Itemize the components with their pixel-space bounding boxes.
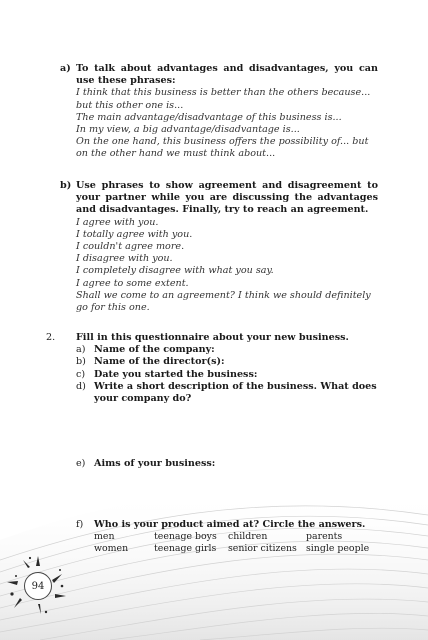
section-b-marker: b) <box>60 180 72 191</box>
item-marker: a) <box>76 344 86 356</box>
questionnaire-item-f <box>76 519 378 555</box>
section-b <box>60 180 378 314</box>
item-text: Name of the director(s): <box>94 356 225 368</box>
answer-option[interactable]: parents <box>306 531 343 543</box>
questionnaire-item-d <box>76 381 378 405</box>
phrase: I agree with you. <box>76 216 159 228</box>
item-text: Write a short description of the business. What does your company do? <box>94 380 377 405</box>
phrase: In my view, a big advantage/disadvantage is... <box>76 124 300 136</box>
item-marker: b) <box>76 356 86 368</box>
questionnaire-item-a <box>76 344 378 356</box>
item-text: Date you started the business: <box>94 368 258 380</box>
page-number: 94 <box>24 572 52 600</box>
answer-option[interactable]: women <box>94 543 129 555</box>
section-a-heading: To talk about advantages and disadvantages, you can use these phrases: <box>76 63 378 87</box>
phrase: I agree to some extent. <box>76 277 189 289</box>
question-2 <box>46 332 378 405</box>
question-2-heading: Fill in this questionnaire about your new business. <box>76 332 349 343</box>
answer-option[interactable]: children <box>228 531 268 543</box>
item-marker: f) <box>76 519 84 530</box>
phrase: I totally agree with you. <box>76 228 193 240</box>
questionnaire-item-e <box>76 458 376 470</box>
phrase: I disagree with you. <box>76 253 173 265</box>
phrase: I couldn't agree more. <box>76 241 185 253</box>
phrase: I completely disagree with what you say. <box>76 265 274 277</box>
phrase: I think that this business is better than the others because... but this other one is... <box>76 87 371 111</box>
questionnaire-item-b <box>76 356 378 368</box>
questionnaire-item-c <box>76 369 378 381</box>
item-marker: c) <box>76 368 86 380</box>
phrase: The main advantage/disadvantage of this business is... <box>76 111 342 123</box>
section-a-marker: a) <box>60 63 71 74</box>
item-text: Who is your product aimed at? Circle the answers. <box>94 519 366 530</box>
item-text: Name of the company: <box>94 344 215 356</box>
section-b-heading: Use phrases to show agreement and disagreement to your partner while you are discussing the advantages and disadvantages. Finally, try to reach an agreement. <box>76 180 378 216</box>
item-marker: e) <box>76 458 86 469</box>
answer-option[interactable]: single people <box>306 543 370 555</box>
answer-option[interactable]: teenage boys <box>154 531 217 543</box>
phrase: On the one hand, this business offers the possibility of... but on the other hand we must think about... <box>76 136 369 160</box>
answer-option[interactable]: teenage girls <box>154 543 217 555</box>
section-a <box>60 63 378 161</box>
phrase: Shall we come to an agreement? I think we should definitely go for this one. <box>76 289 371 314</box>
answer-option[interactable]: senior citizens <box>228 543 297 555</box>
answer-options <box>94 531 386 555</box>
item-marker: d) <box>76 380 86 392</box>
answer-option[interactable]: men <box>94 531 115 543</box>
item-text: Aims of your business: <box>94 458 216 469</box>
question-number: 2. <box>46 332 56 343</box>
